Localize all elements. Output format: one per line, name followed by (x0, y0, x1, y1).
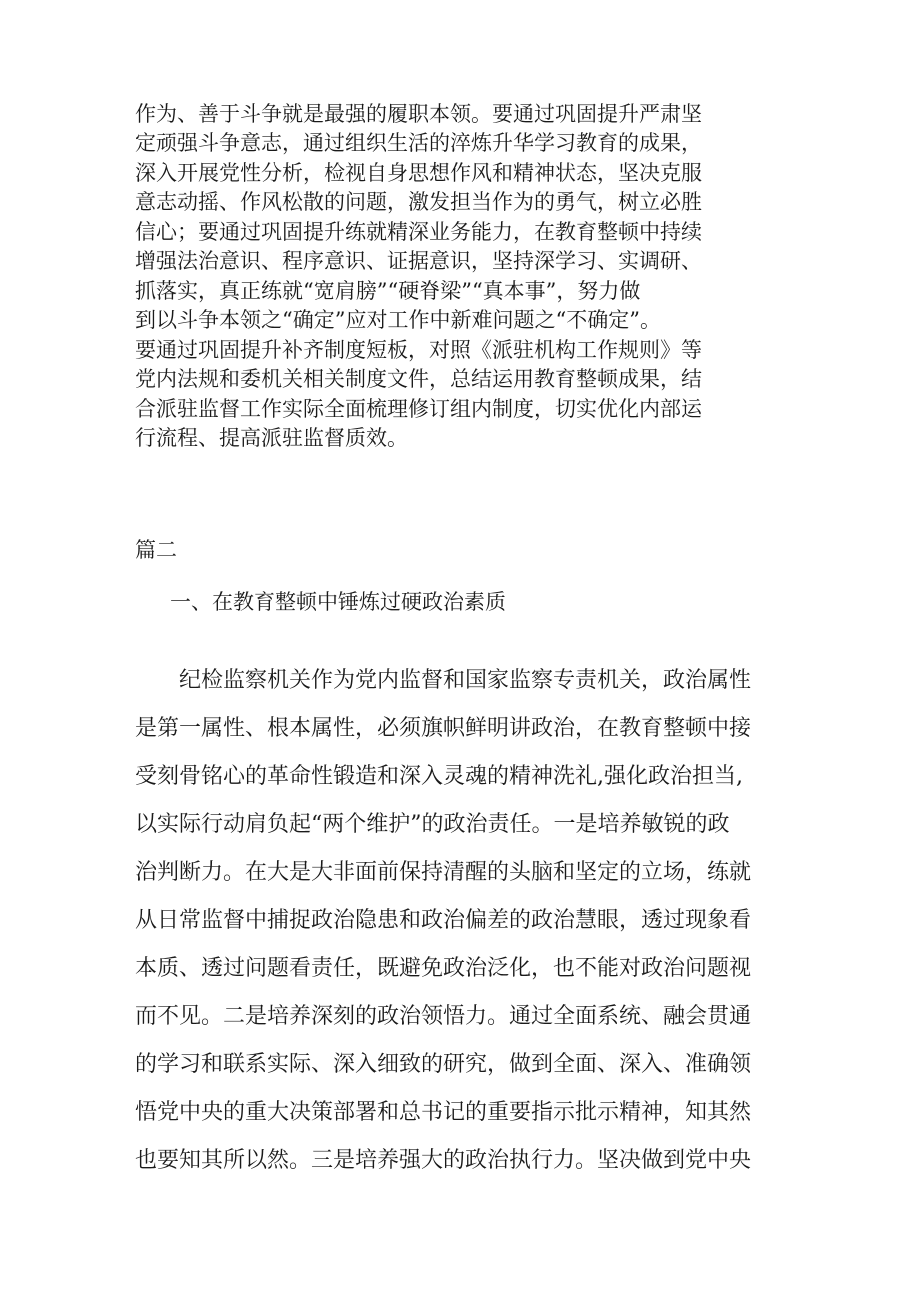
text-line: 是第一属性、根本属性，必须旗帜鲜明讲政治，在教育整顿中接 (135, 716, 752, 741)
text-line: 纪检监察机关作为党内监督和国家监察专责机关，政治属性 (135, 668, 752, 693)
text-line: 以实际行动肩负起“两个维护”的政治责任。一是培养敏锐的政 (135, 812, 730, 837)
text-line: 合派驻监督工作实际全面梳理修订组内制度，切实优化内部运 (135, 397, 702, 421)
text-line: 的学习和联系实际、深入细致的研究，做到全面、深入、准确领 (135, 1052, 752, 1077)
text-line: 悟党中央的重大决策部署和总书记的重要指示批示精神，知其然 (135, 1100, 752, 1125)
text-line: 党内法规和委机关相关制度文件，总结运用教育整顿成果，结 (135, 367, 702, 391)
text-line: 意志动摇、作风松散的问题，激发担当作为的勇气，树立必胜 (135, 190, 702, 214)
text-line: 深入开展党性分析，检视自身思想作风和精神状态，坚决克服 (135, 161, 702, 185)
text-line: 要通过巩固提升补齐制度短板，对照《派驻机构工作规则》等 (135, 338, 702, 362)
text-line: 也要知其所以然。三是培养强大的政治执行力。坚决做到党中央 (135, 1148, 752, 1173)
section-title: 篇二 (135, 538, 177, 562)
section-subheading: 一、在教育整顿中锤炼过硬政治素质 (170, 590, 506, 614)
text-line: 治判断力。在大是大非面前保持清醒的头脑和坚定的立场，练就 (135, 860, 752, 885)
text-line: 从日常监督中捕捉政治隐患和政治偏差的政治慧眼，透过现象看 (135, 908, 752, 933)
text-line: 而不见。二是培养深刻的政治领悟力。通过全面系统、融会贯通 (135, 1004, 752, 1029)
text-line: 受刻骨铭心的革命性锻造和深入灵魂的精神洗礼,强化政治担当, (135, 764, 743, 789)
text-line: 定顽强斗争意志，通过组织生活的淬炼升华学习教育的成果， (135, 131, 702, 155)
text-line: 到以斗争本领之“确定”应对工作中新难问题之“不确定”。 (135, 308, 661, 332)
text-line: 抓落实，真正练就“宽肩膀”“硬脊梁”“真本事”，努力做 (135, 279, 641, 303)
text-line: 本质、透过问题看责任，既避免政治泛化，也不能对政治问题视 (135, 956, 752, 981)
text-line: 信心；要通过巩固提升练就精深业务能力，在教育整顿中持续 (135, 220, 702, 244)
text-line: 增强法治意识、程序意识、证据意识，坚持深学习、实调研、 (135, 249, 702, 273)
text-line: 作为、善于斗争就是最强的履职本领。要通过巩固提升严肃坚 (135, 102, 702, 126)
text-line: 行流程、提高派驻监督质效。 (135, 426, 408, 450)
